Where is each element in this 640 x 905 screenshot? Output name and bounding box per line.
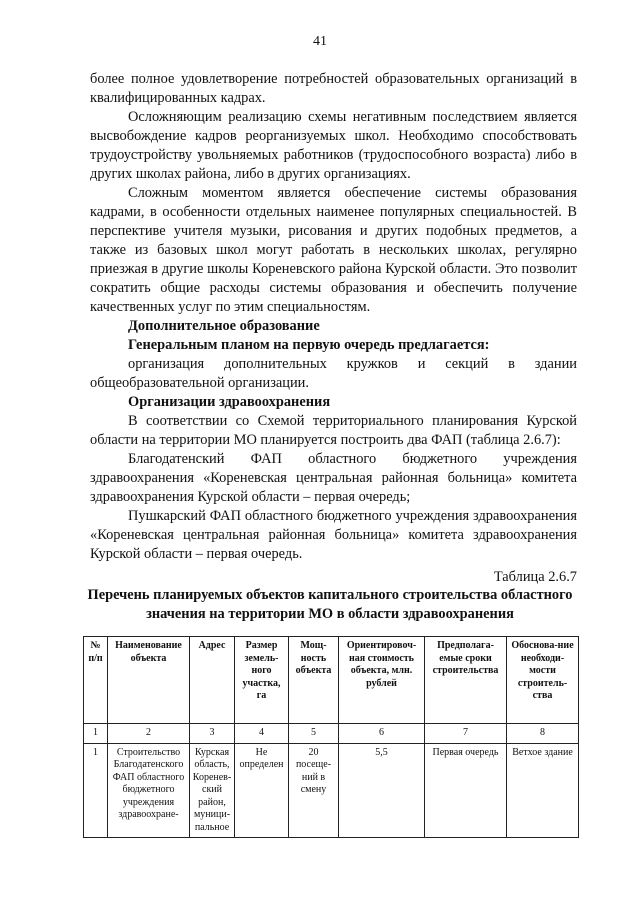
table-header-row: [84, 637, 579, 724]
header-cell: Предполага-емые сроки строительства: [425, 637, 507, 724]
table-title: Перечень планируемых объектов капитального строительства областного значения на территории МО в области здравоохранения: [87, 587, 573, 622]
table-cell: 1: [84, 743, 108, 838]
paragraph: Сложным моментом является обеспечение системы образования кадрами, в особенности отдельных наименее популярных специальностей. В перспективе учителя музыки, рисования и других подобных предметов, а также из базовых школ могут работать в нескольких школах, регулярно приезжая в другие школы Кореневского района Курской области. Это позволит сократить общие расходы системы образования и обеспечить получение качественных услуг по этим специальностям.: [90, 185, 577, 315]
section-heading: Дополнительное образование: [128, 318, 320, 334]
column-number: 1: [84, 724, 108, 744]
section-subheading: Генеральным планом на первую очередь предлагается:: [128, 337, 490, 353]
table-row: [84, 743, 579, 838]
header-cell: Обоснова-ние необходи-мости строитель-ства: [507, 637, 579, 724]
header-cell: Адрес: [190, 637, 235, 724]
body-text: [90, 70, 577, 587]
page-number: 41: [313, 34, 327, 49]
header-cell: Размер земель-ного участка, га: [235, 637, 289, 724]
column-number: 7: [425, 724, 507, 744]
table-cell: Строительство Благодатенского ФАП областного бюджетного учреждения здравоохране-: [108, 743, 190, 838]
table-cell: Не определен: [235, 743, 289, 838]
paragraph: Благодатенский ФАП областного бюджетного учреждения здравоохранения «Кореневская центральная районная больница» комитета здравоохранения Курской области – первая очередь;: [90, 451, 577, 505]
paragraph: Пушкарский ФАП областного бюджетного учреждения здравоохранения «Кореневская центральная районная больница» комитета здравоохранения Курской области – первая очередь.: [90, 508, 577, 562]
paragraph: более полное удовлетворение потребностей образовательных организаций в квалифицированных кадрах.: [90, 71, 577, 106]
column-number: 3: [190, 724, 235, 744]
column-number: 2: [108, 724, 190, 744]
paragraph: Осложняющим реализацию схемы негативным последствием является высвобождение кадров реорганизуемых школ. Необходимо способствовать трудоустройству увольняемых работников (трудоспособного возраста) либо в других школах района, либо в других организациях.: [90, 109, 577, 182]
facilities-table: [83, 636, 579, 838]
header-cell: Ориентировоч-ная стоимость объекта, млн. рублей: [339, 637, 425, 724]
section-heading: Организации здравоохранения: [128, 394, 331, 410]
column-number: 8: [507, 724, 579, 744]
paragraph: организация дополнительных кружков и секций в здании общеобразовательной организации.: [90, 356, 577, 391]
table-cell: 5,5: [339, 743, 425, 838]
table-cell: Ветхое здание: [507, 743, 579, 838]
column-number-row: [84, 724, 579, 744]
table-reference: Таблица 2.6.7: [493, 569, 577, 585]
header-cell: № п/п: [84, 637, 108, 724]
table-cell: 20 посеще-ний в смену: [289, 743, 339, 838]
header-cell: Наименование объекта: [108, 637, 190, 724]
header-cell: Мощ-ность объекта: [289, 637, 339, 724]
paragraph: В соответствии со Схемой территориального планирования Курской области на территории МО планируется построить два ФАП (таблица 2.6.7):: [90, 413, 577, 448]
table-cell: Первая очередь: [425, 743, 507, 838]
column-number: 4: [235, 724, 289, 744]
column-number: 5: [289, 724, 339, 744]
column-number: 6: [339, 724, 425, 744]
table-cell: Курская область, Коренев-ский район, муници-пальное: [190, 743, 235, 838]
